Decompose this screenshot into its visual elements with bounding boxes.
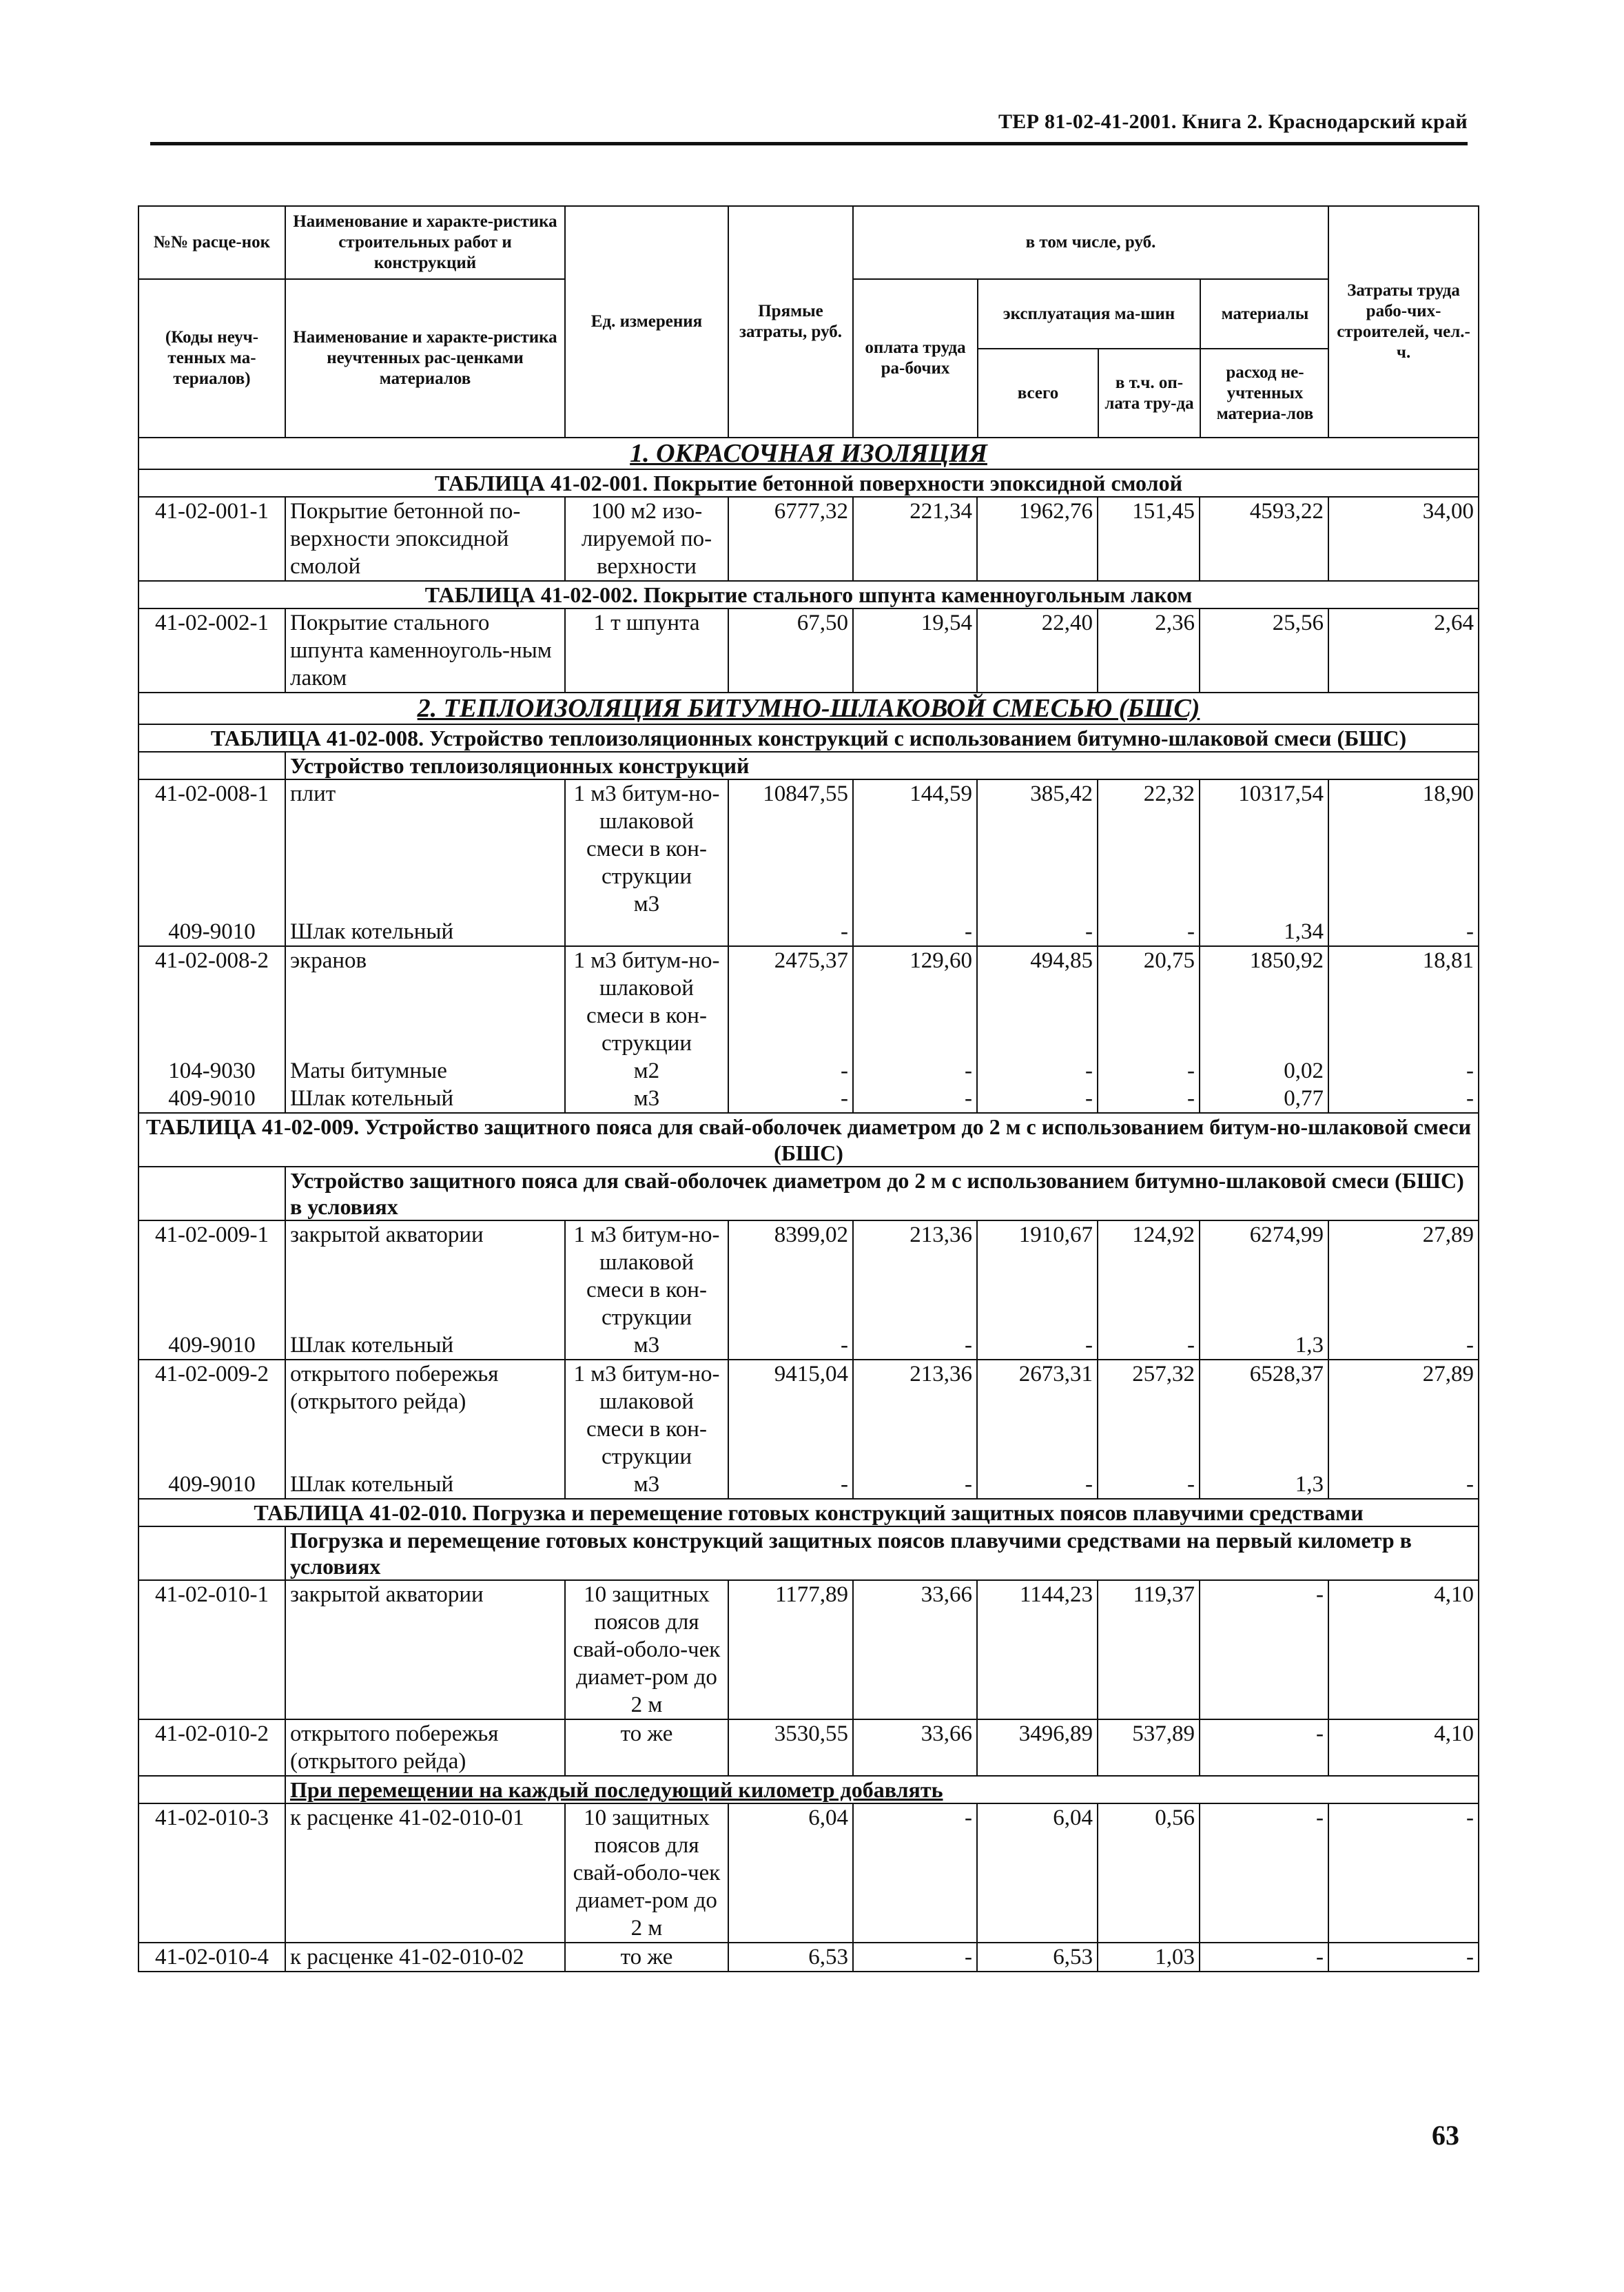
table-title-row [138, 469, 1479, 497]
rate-labor: 4,10 [1328, 1719, 1479, 1776]
rate-materials: 1850,92 0,02 0,77 [1200, 946, 1328, 1113]
rate-code: 41-02-001-1 [138, 497, 285, 581]
rate-machines-wages: 124,92 - [1098, 1220, 1200, 1360]
rate-machines-wages: 119,37 [1098, 1580, 1200, 1719]
rate-machines: 1962,76 [977, 497, 1098, 581]
section-row [138, 693, 1479, 724]
subhead-blank [138, 1776, 285, 1803]
header-row-1 [138, 206, 1479, 279]
col-code-bottom: (Коды неуч-тенных ма-териалов) [138, 279, 285, 438]
rate-direct: 3530,55 [728, 1719, 853, 1776]
rate-direct [728, 779, 853, 946]
rate-machines-wages: 20,75 - - [1098, 946, 1200, 1113]
rate-wages: - [853, 1943, 977, 1972]
col-labor: Затраты труда рабо-чих-строителей, чел.-ч. [1328, 206, 1479, 438]
rate-machines: 6,04 [977, 1803, 1098, 1943]
rate-machines: 3496,89 [977, 1719, 1098, 1776]
rate-labor: 18,81 - - [1328, 946, 1479, 1113]
col-wages: оплата труда ра-бочих [854, 280, 978, 437]
rate-direct-main: 10847,55 [763, 781, 848, 806]
section-title-1: 1. ОКРАСОЧНАЯ ИЗОЛЯЦИЯ [138, 438, 1479, 469]
rate-code: 41-02-002-1 [138, 608, 285, 693]
section-row [138, 438, 1479, 469]
table-row [138, 1360, 1479, 1499]
subhead-010: Погрузка и перемещение готовых конструкций защитных поясов плавучими средствами на первый километр в условиях [285, 1526, 1479, 1580]
rate-machines-wages: 1,03 [1098, 1943, 1200, 1972]
col-machines-total: всего [978, 349, 1098, 437]
rate-materials: - [1200, 1580, 1328, 1719]
rate-unit [565, 779, 728, 946]
rate-wages: 213,36 - [853, 1360, 977, 1499]
rate-materials: 25,56 [1200, 608, 1328, 693]
subhead-blank [138, 1526, 285, 1580]
material-labor: - [1466, 919, 1474, 944]
table-row [138, 946, 1479, 1113]
rate-labor: 27,89 - [1328, 1220, 1479, 1360]
rate-unit: то же [565, 1719, 728, 1776]
rate-code: 41-02-010-2 [138, 1719, 285, 1776]
rate-wages: 19,54 [853, 608, 977, 693]
rate-machines: 1910,67 - [977, 1220, 1098, 1360]
rate-machines-wages: 0,56 [1098, 1803, 1200, 1943]
col-machines: эксплуатация ма-шин [978, 280, 1200, 349]
rate-materials: 4593,22 [1200, 497, 1328, 581]
subhead-row [138, 1167, 1479, 1220]
material-name: Шлак котельный [290, 919, 454, 944]
rate-code: 41-02-009-1 409-9010 [138, 1220, 285, 1360]
table-title-010: ТАБЛИЦА 41-02-010. Погрузка и перемещение готовых конструкций защитных поясов плавучими средствами [138, 1499, 1479, 1526]
rate-labor [1328, 779, 1479, 946]
rate-machines-wages: 151,45 [1098, 497, 1200, 581]
rate-wages: 33,66 [853, 1719, 977, 1776]
table-row [138, 1580, 1479, 1719]
table-row [138, 1220, 1479, 1360]
material-wages: - [965, 919, 972, 944]
rate-direct: 1177,89 [728, 1580, 853, 1719]
material-materials: 1,34 [1284, 919, 1324, 944]
rate-code: 41-02-010-3 [138, 1803, 285, 1943]
rate-name: Покрытие стального шпунта каменноуголь-ным лаком [285, 608, 565, 693]
rate-direct: 6,53 [728, 1943, 853, 1972]
col-code-top: №№ расце-нок [138, 206, 285, 279]
table-row [138, 779, 1479, 946]
rate-unit: 100 м2 изо-лируемой по-верхности [565, 497, 728, 581]
rate-name: экранов Маты битумные Шлак котельный [285, 946, 565, 1113]
rates-table [138, 205, 1479, 1972]
subhead-row [138, 1776, 1479, 1803]
table-row [138, 608, 1479, 693]
rate-direct: 6777,32 [728, 497, 853, 581]
rate-labor-main: 18,90 [1422, 781, 1474, 806]
rate-code [138, 779, 285, 946]
rate-materials [1200, 779, 1328, 946]
rate-direct: 9415,04 - [728, 1360, 853, 1499]
rate-wages: 129,60 - - [853, 946, 977, 1113]
rate-machines-wages: 257,32 - [1098, 1360, 1200, 1499]
rate-machines: 2673,31 - [977, 1360, 1098, 1499]
rate-name: к расценке 41-02-010-02 [285, 1943, 565, 1972]
rate-code: 41-02-010-4 [138, 1943, 285, 1972]
rate-unit: 10 защитных поясов для свай-оболо-чек диамет-ром до 2 м [565, 1803, 728, 1943]
col-unit: Ед. измерения [565, 206, 728, 438]
rate-unit: 10 защитных поясов для свай-оболо-чек диамет-ром до 2 м [565, 1580, 728, 1719]
rate-machines-main: 385,42 [1030, 781, 1093, 806]
table-row [138, 497, 1479, 581]
rate-unit: 1 т шпунта [565, 608, 728, 693]
rate-machines [977, 779, 1098, 946]
rate-machines: 22,40 [977, 608, 1098, 693]
rate-code: 41-02-008-2 104-9030 409-9010 [138, 946, 285, 1113]
rate-wages: 33,66 [853, 1580, 977, 1719]
col-machines-wages: в т.ч. оп-лата тру-да [1098, 349, 1200, 437]
table-title-008: ТАБЛИЦА 41-02-008. Устройство теплоизоляционных конструкций с использованием битумно-шлаковой смеси (БШС) [138, 724, 1479, 752]
col-direct: Прямые затраты, руб. [728, 206, 853, 438]
rate-unit: то же [565, 1943, 728, 1972]
rate-unit: 1 м3 битум-но-шлаковой смеси в кон-струкции м2 м3 [565, 946, 728, 1113]
col-subheads [853, 279, 1328, 438]
material-machines-wages: - [1187, 919, 1195, 944]
table-title-002: ТАБЛИЦА 41-02-002. Покрытие стального шпунта каменноугольным лаком [138, 581, 1479, 608]
rate-direct: 6,04 [728, 1803, 853, 1943]
table-row [138, 1719, 1479, 1776]
table-title-row [138, 581, 1479, 608]
col-materials: материалы [1200, 280, 1328, 349]
col-including: в том числе, руб. [853, 206, 1328, 279]
rate-direct: 67,50 [728, 608, 853, 693]
rate-unit: 1 м3 битум-но-шлаковой смеси в кон-струкции м3 [565, 1220, 728, 1360]
table-title-001: ТАБЛИЦА 41-02-001. Покрытие бетонной поверхности эпоксидной смолой [138, 469, 1479, 497]
table-title-row [138, 724, 1479, 752]
table-title-row [138, 1113, 1479, 1167]
rate-labor: - [1328, 1803, 1479, 1943]
rate-name: открытого побережья (открытого рейда) [285, 1719, 565, 1776]
subhead-row [138, 1526, 1479, 1580]
rate-unit: 1 м3 битум-но-шлаковой смеси в кон-струкции м3 [565, 1360, 728, 1499]
rate-name: к расценке 41-02-010-01 [285, 1803, 565, 1943]
subhead-blank [138, 1167, 285, 1220]
material-unit: м3 [633, 892, 660, 917]
rate-code: 41-02-009-2 409-9010 [138, 1360, 285, 1499]
rate-name-main: плит [290, 781, 336, 806]
rate-wages-main: 144,59 [909, 781, 972, 806]
rate-name: открытого побережья (открытого рейда) Шлак котельный [285, 1360, 565, 1499]
rate-machines-wages: 2,36 [1098, 608, 1200, 693]
rate-direct: 8399,02 - [728, 1220, 853, 1360]
rate-machines: 6,53 [977, 1943, 1098, 1972]
page-number: 63 [1432, 2120, 1459, 2151]
section-title-2: 2. ТЕПЛОИЗОЛЯЦИЯ БИТУМНО-ШЛАКОВОЙ СМЕСЬЮ (БШС) [138, 693, 1479, 724]
header-title: ТЕР 81-02-41-2001. Книга 2. Краснодарский край [998, 110, 1468, 133]
col-materials-unaccounted: расход не-учтенных материа-лов [1200, 349, 1328, 437]
rate-machines: 1144,23 [977, 1580, 1098, 1719]
rate-materials: - [1200, 1803, 1328, 1943]
rate-materials: 6528,37 1,3 [1200, 1360, 1328, 1499]
subhead-009: Устройство защитного пояса для свай-оболочек диаметром до 2 м с использованием битумно-шлаковой смеси (БШС) в условиях [285, 1167, 1479, 1220]
rate-code-main: 41-02-008-1 [155, 781, 269, 806]
rate-machines-wages-main: 22,32 [1143, 781, 1195, 806]
rate-wages: - [853, 1803, 977, 1943]
subhead-grid [854, 280, 1328, 437]
table-title-row [138, 1499, 1479, 1526]
subhead-008: Устройство теплоизоляционных конструкций [285, 752, 1479, 779]
table-title-009: ТАБЛИЦА 41-02-009. Устройство защитного пояса для свай-оболочек диаметром до 2 м с использованием битум-но-шлаковой смеси (БШС) [138, 1113, 1479, 1167]
rate-machines: 494,85 - - [977, 946, 1098, 1113]
rate-direct: 2475,37 - - [728, 946, 853, 1113]
rate-labor: 34,00 [1328, 497, 1479, 581]
rate-name [285, 779, 565, 946]
rate-labor: 27,89 - [1328, 1360, 1479, 1499]
subhead-blank [138, 752, 285, 779]
material-machines: - [1085, 919, 1093, 944]
rate-name: Покрытие бетонной по-верхности эпоксидной смолой [285, 497, 565, 581]
col-name-bottom: Наименование и характе-ристика неучтенных рас-ценками материалов [285, 279, 565, 438]
rate-wages: 221,34 [853, 497, 977, 581]
rate-labor: 2,64 [1328, 608, 1479, 693]
col-name-top: Наименование и характе-ристика строительных работ и конструкций [285, 206, 565, 279]
material-code: 409-9010 [168, 919, 256, 944]
rate-materials-main: 10317,54 [1238, 781, 1324, 806]
rate-labor: 4,10 [1328, 1580, 1479, 1719]
rate-code: 41-02-010-1 [138, 1580, 285, 1719]
material-direct: - [841, 919, 848, 944]
rate-materials: 6274,99 1,3 [1200, 1220, 1328, 1360]
rate-materials: - [1200, 1719, 1328, 1776]
rate-name: закрытой акватории [285, 1580, 565, 1719]
table-row [138, 1803, 1479, 1943]
rate-materials: - [1200, 1943, 1328, 1972]
subhead-row [138, 752, 1479, 779]
rate-wages [853, 779, 977, 946]
rate-machines-wages: 537,89 [1098, 1719, 1200, 1776]
rate-labor: - [1328, 1943, 1479, 1972]
subhead-010b: При перемещении на каждый последующий километр добавлять [285, 1776, 1479, 1803]
rate-unit-main: 1 м3 битум-но-шлаковой смеси в кон-струкции [573, 781, 720, 889]
page-header [150, 110, 1468, 145]
rate-machines-wages [1098, 779, 1200, 946]
rate-wages: 213,36 - [853, 1220, 977, 1360]
rate-name: закрытой акватории Шлак котельный [285, 1220, 565, 1360]
table-row [138, 1943, 1479, 1972]
